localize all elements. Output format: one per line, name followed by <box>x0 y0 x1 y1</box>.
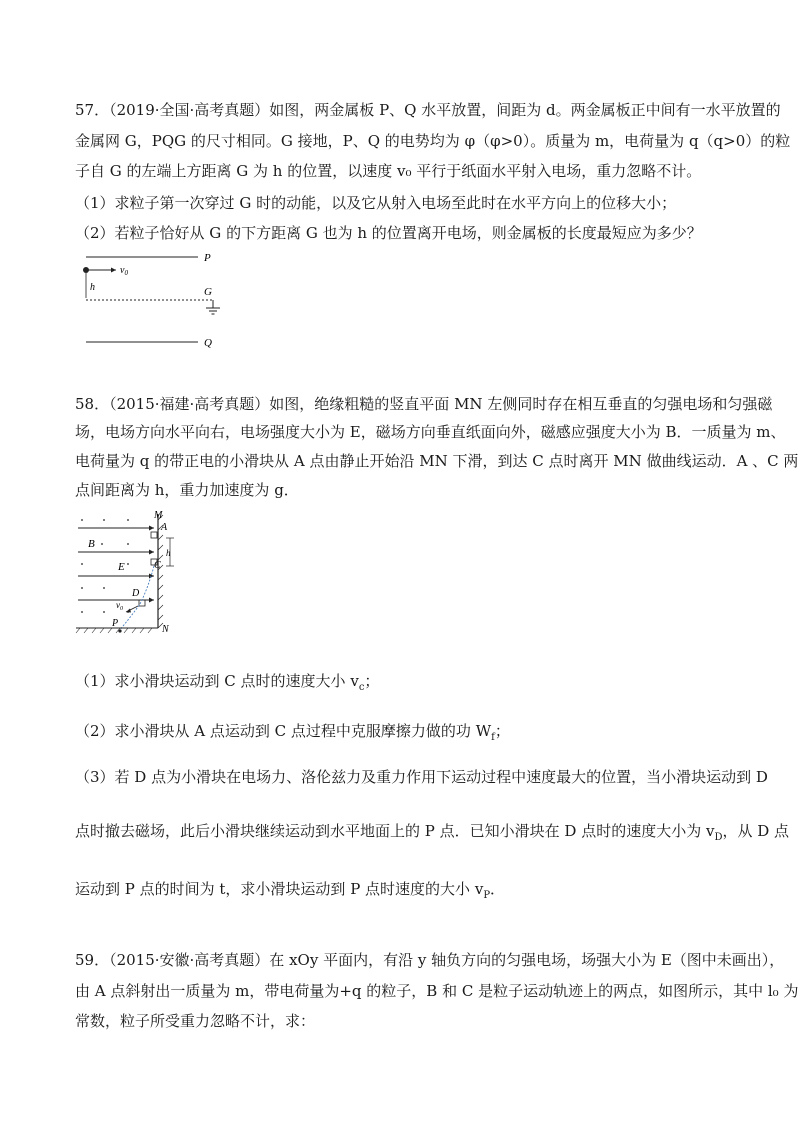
q58-sub1-subscript: c <box>358 682 365 693</box>
q58-sub2-subscript: f <box>491 732 495 743</box>
q58-subquestion-3-line-1: （3）若 D 点为小滑块在电场力、洛伦兹力及重力作用下运动过程中速度最大的位置，当小滑块运动到 D <box>75 768 768 786</box>
q57-subquestion-2: （2）若粒子恰好从 G 的下方距离 G 也为 h 的位置离开电场，则金属板的长度最短应为多少？ <box>75 224 702 242</box>
label-c: C <box>154 560 161 571</box>
q57-figure <box>78 245 238 355</box>
q58-line-1: 58．（2015·福建·高考真题）如图，绝缘粗糙的竖直平面 MN 左侧同时存在相互垂直的匀强电场和匀强磁 <box>75 395 773 413</box>
q59-line-2: 由 A 点斜射出一质量为 m，带电荷量为+q 的粒子，B 和 C 是粒子运动轨迹上的两点，如图所示，其中 l₀ 为 <box>75 982 799 1000</box>
q57-line-1: 57．（2019·全国·高考真题）如图，两金属板 P、Q 水平放置，间距为 d。两金属板正中间有一水平放置的 <box>75 101 781 119</box>
q58-subquestion-3-line-3 <box>75 879 505 906</box>
q57-line-2: 金属网 G，PQG 的尺寸相同。G 接地，P、Q 的电势均为 φ（φ>0）。质量为 m，电荷量为 q（q>0）的粒 <box>75 132 791 150</box>
q58-figure <box>72 510 182 638</box>
label-d: D <box>132 588 140 599</box>
q58-line-2: 场，电场方向水平向右，电场强度大小为 E，磁场方向垂直纸面向外，磁感应强度大小为 B．一质量为 m、 <box>75 423 786 441</box>
q58-sub2-text: （2）求小滑块从 A 点运动到 C 点过程中克服摩擦力做的功 W <box>75 722 492 740</box>
q58-sub3-text-b: 点时撤去磁场，此后小滑块继续运动到水平地面上的 P 点．已知小滑块在 D 点时的速度大小为 v <box>75 822 715 840</box>
q59-line-1: 59．（2015·安徽·高考真题）在 xOy 平面内，有沿 y 轴负方向的匀强电场，场强大小为 E（图中未画出）， <box>75 951 785 969</box>
label-n: N <box>162 624 169 635</box>
q59-line-3: 常数，粒子所受重力忽略不计，求： <box>75 1012 316 1030</box>
q58-line-4: 点间距离为 h，重力加速度为 g． <box>75 481 299 499</box>
label-b: B <box>88 538 95 550</box>
label-e: E <box>118 561 125 573</box>
q58-sub3-subscript-d: D <box>714 832 723 843</box>
q58-sub3-subscript-p: P <box>483 890 491 901</box>
q58-sub3-end-b: ，从 D 点 <box>722 822 790 840</box>
q58-subquestion-3-line-2 <box>75 821 789 848</box>
label-h: h <box>90 282 95 293</box>
q58-subquestion-1 <box>75 671 379 698</box>
label-p: P <box>112 618 119 629</box>
label-p: P <box>204 252 211 264</box>
q58-sub3-text-c: 运动到 P 点的时间为 t，求小滑块运动到 P 点时速度的大小 v <box>75 880 484 898</box>
label-q: Q <box>204 337 212 349</box>
q58-sub1-end: ； <box>364 672 380 690</box>
block-a <box>151 532 157 538</box>
q57-line-3: 子自 G 的左端上方距离 G 为 h 的位置，以速度 v₀ 平行于纸面水平射入电场，重力忽略不计。 <box>75 162 702 180</box>
velocity-d-head <box>126 609 131 613</box>
label-v0: $v_0$ <box>120 265 128 277</box>
point-p <box>118 629 121 632</box>
q58-line-3: 电荷量为 q 的带正电的小滑块从 A 点由静止开始沿 MN 下滑，到达 C 点时离开 MN 做曲线运动．A 、C 两 <box>75 452 799 470</box>
q58-sub2-end: ； <box>494 722 510 740</box>
label-g: G <box>204 286 212 298</box>
q58-sub3-end-c: ． <box>490 880 506 898</box>
label-h: h <box>166 548 171 558</box>
q58-sub1-text: （1）求小滑块运动到 C 点时的速度大小 v <box>75 672 359 690</box>
q58-subquestion-2 <box>75 721 510 748</box>
label-v0: $v_0$ <box>116 600 123 612</box>
label-m: M <box>154 510 163 521</box>
velocity-arrowhead <box>111 268 116 273</box>
q57-subquestion-1: （1）求粒子第一次穿过 G 时的动能，以及它从射入电场至此时在水平方向上的位移大小； <box>75 194 677 212</box>
label-a: A <box>161 522 168 533</box>
